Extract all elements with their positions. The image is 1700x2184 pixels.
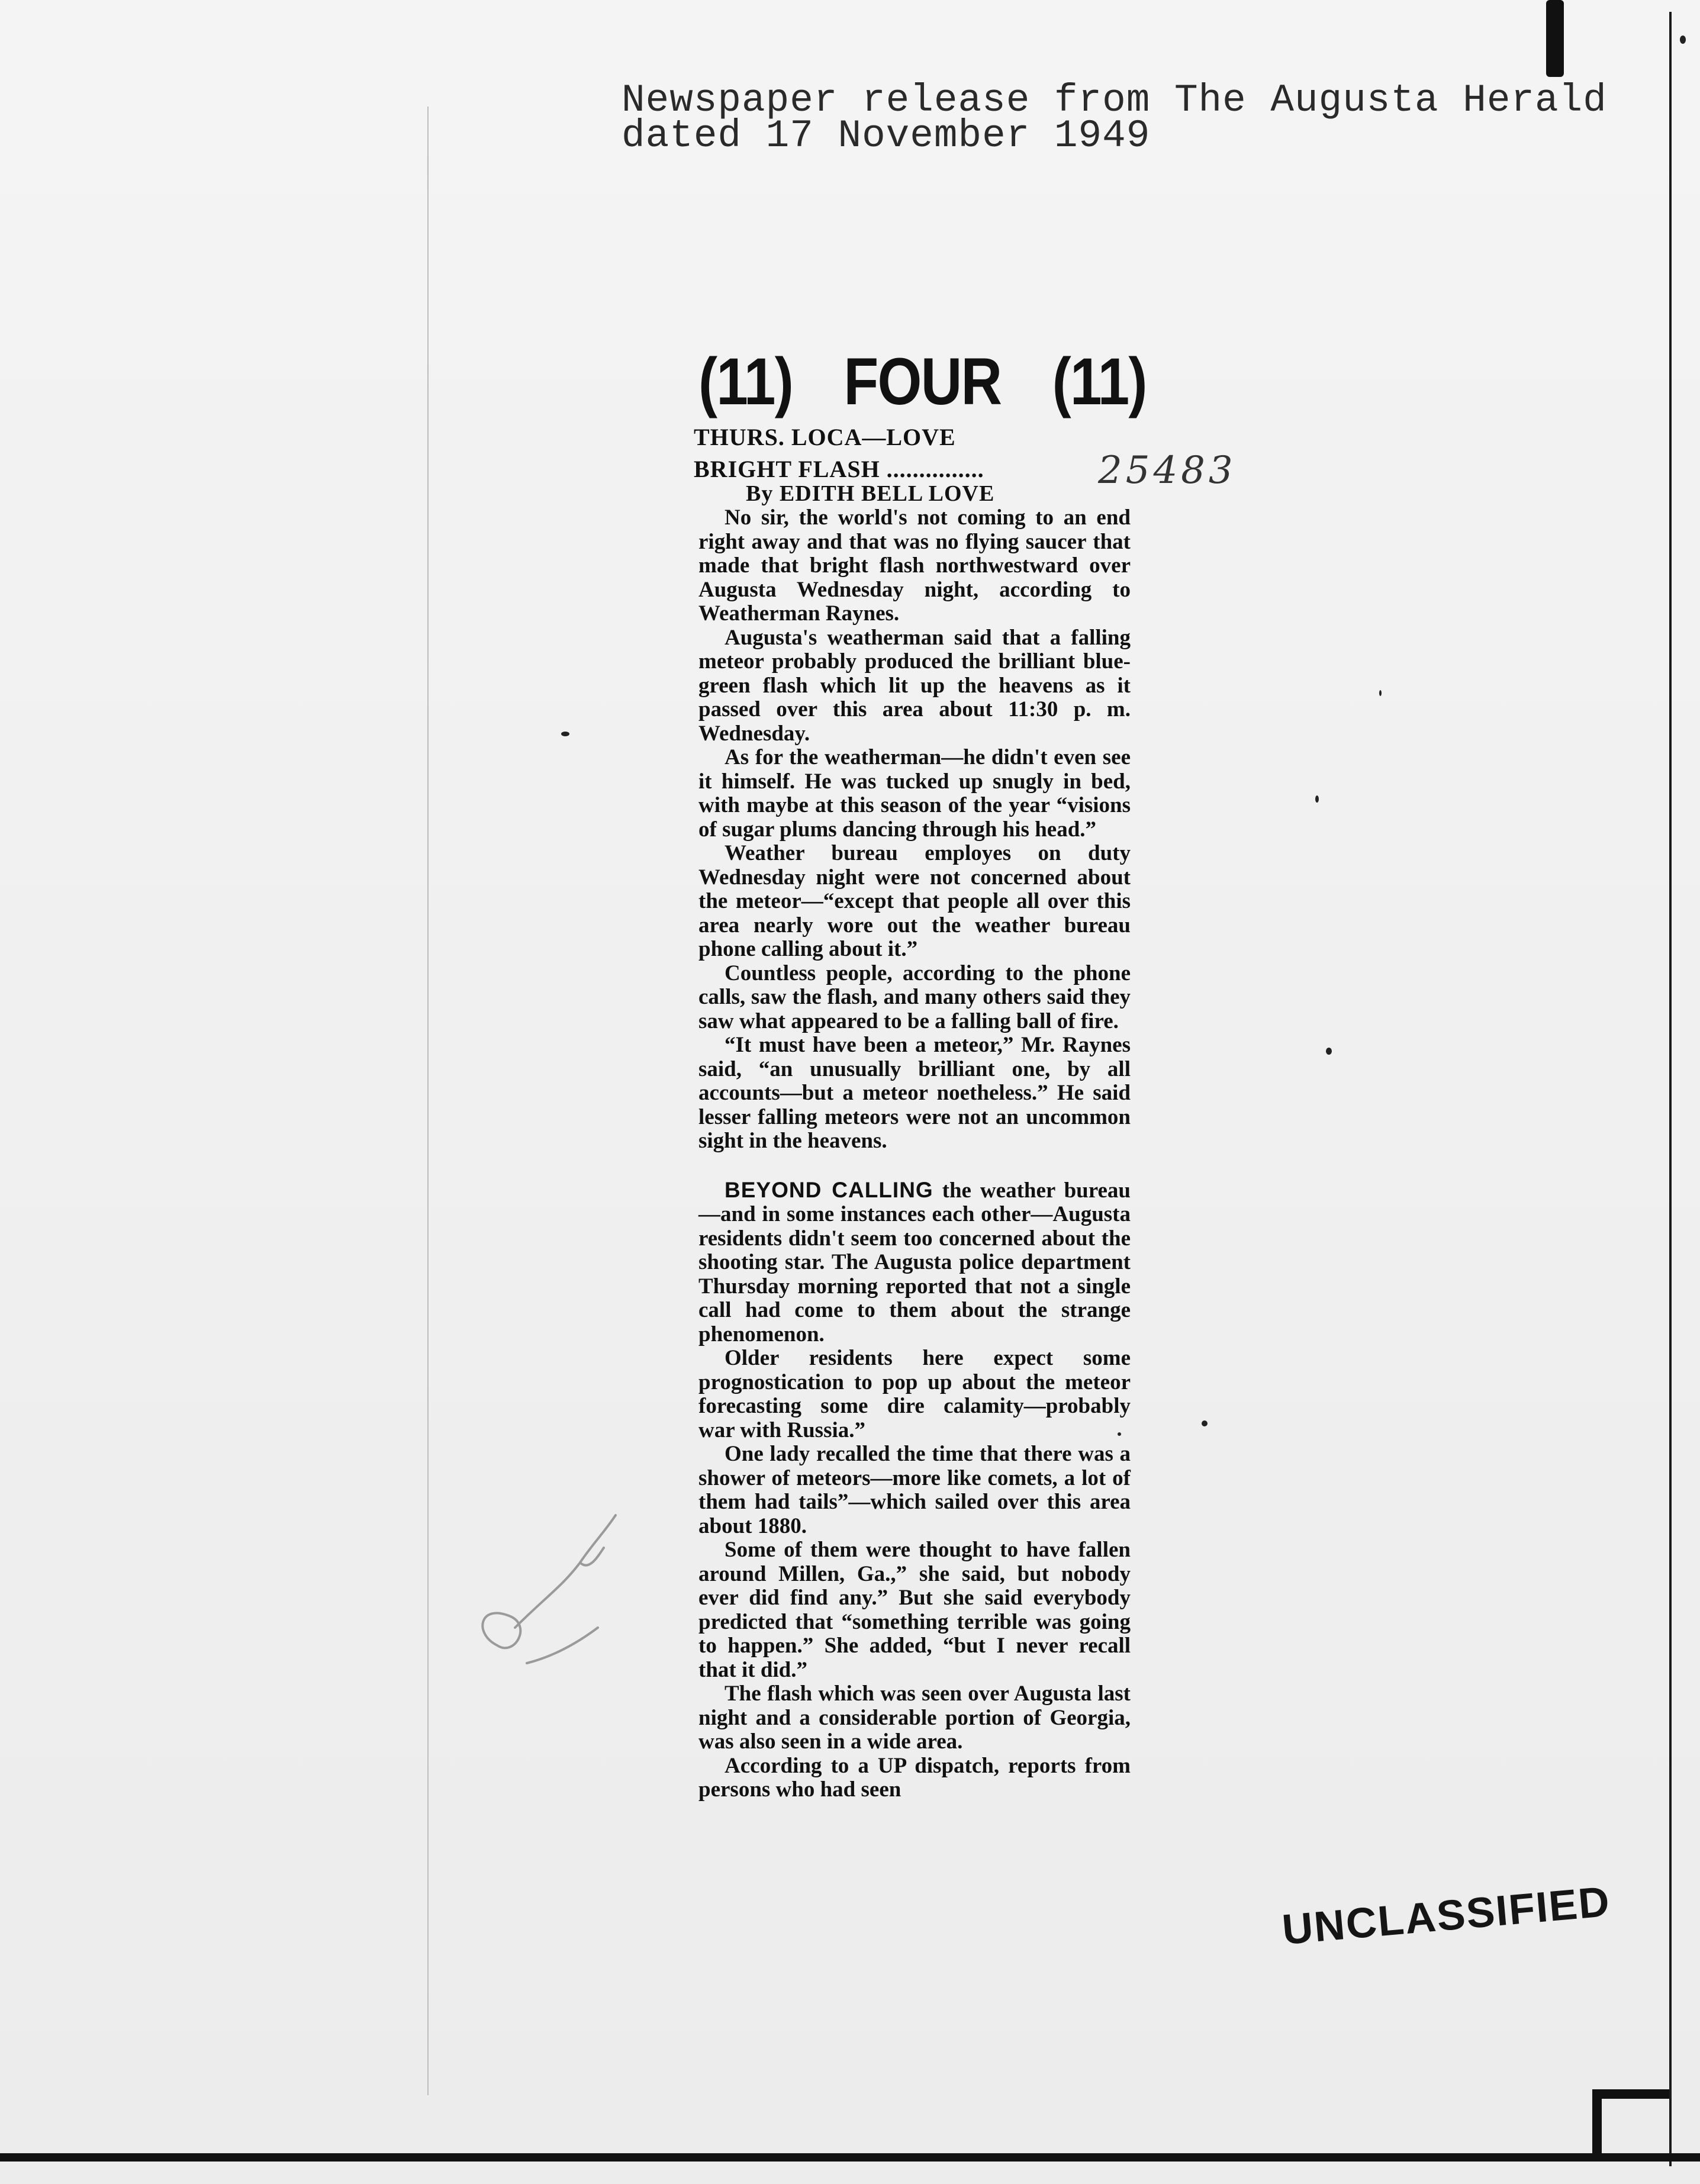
article-paragraph: Countless people, according to the phone calls, saw the flash, and many others said they saw what appeared to be a falling ball of fire.	[698, 961, 1131, 1033]
top-corner-mark	[1546, 0, 1564, 77]
speck	[561, 732, 569, 736]
article-paragraph: As for the weatherman—he didn't even see it himself. He was tucked up snugly in bed, with maybe at this season of the year “visions of sugar plums dancing through his head.”	[698, 745, 1131, 842]
speck	[1379, 690, 1382, 696]
slug-line-1: THURS. LOCA—LOVE	[694, 424, 956, 450]
article-paragraph: Some of them were thought to have fallen around Millen, Ga.,” she said, but nobody ever did find any.” But she said everybody predicted that “something terrible was going to happen.” She added, “but I never recall that it did.”	[698, 1538, 1131, 1682]
section-lead-paragraph	[698, 1178, 1131, 1347]
page-heading	[698, 346, 1147, 417]
article-paragraph: No sir, the world's not coming to an end right away and that was no flying saucer that made that bright flash northwestward over Augusta Wednesday night, according to Weatherman Raynes.	[698, 505, 1131, 626]
right-margin-line	[1669, 12, 1672, 2166]
speck	[1680, 36, 1686, 44]
unclassified-stamp: UNCLASSIFIED	[1280, 1877, 1612, 1954]
article-paragraph: The flash which was seen over Augusta last night and a considerable portion of Georgia, was also seen in a wide area.	[698, 1682, 1131, 1754]
article-body	[698, 506, 1131, 1802]
bottom-corner-bracket	[1592, 2089, 1669, 2154]
bottom-border	[0, 2153, 1700, 2162]
page-number-left: (11)	[698, 344, 793, 418]
article-paragraph: Weather bureau employes on duty Wednesday night were not concerned about the meteor—“except that people all over this area nearly wore out the weather bureau phone calling about it.”	[698, 841, 1131, 961]
speck	[1315, 795, 1319, 803]
article-paragraph: Augusta's weatherman said that a falling meteor probably produced the brilliant blue-green flash which lit up the heavens as it passed over this area about 11:30 p. m. Wednesday.	[698, 625, 1131, 746]
speck	[1118, 1432, 1121, 1436]
article-paragraph: One lady recalled the time that there was a shower of meteors—more like comets, a lot of them had tails”—which sailed over this area about 1880.	[698, 1442, 1131, 1538]
header-line-2: dated 17 November 1949	[622, 114, 1151, 158]
speck	[1326, 1048, 1332, 1055]
page-number-right: (11)	[1052, 344, 1147, 418]
byline: By EDITH BELL LOVE	[746, 481, 995, 506]
handwritten-signature	[462, 1468, 651, 1681]
typed-header	[622, 78, 1607, 158]
handwritten-file-number: 25483	[1098, 449, 1237, 492]
speck	[1202, 1420, 1208, 1426]
section-lead-text: the weather bureau—and in some instances each other—Augusta residents didn't seem too concerned about the shooting star. The Augusta police department Thursday morning reported that not a single call had come to them about the strange phenomenon.	[698, 1178, 1131, 1347]
slug-line-2: BRIGHT FLASH ...............	[694, 456, 984, 482]
section-lead-caps: BEYOND CALLING	[725, 1177, 933, 1202]
newspaper-clipping	[693, 346, 1166, 1802]
header-line-1: Newspaper release from The Augusta Herald	[622, 78, 1607, 123]
article-paragraph: “It must have been a meteor,” Mr. Raynes said, “an unusually brilliant one, by all accounts—but a meteor noetheless.” He said lesser falling meteors were not an uncommon sight in the heavens.	[698, 1033, 1131, 1153]
left-margin-line	[427, 107, 429, 2095]
page-word: FOUR	[843, 344, 1002, 418]
article-paragraph: Older residents here expect some prognostication to pop up about the meteor forecasting some dire calamity—probably war with Russia.”	[698, 1346, 1131, 1442]
article-paragraph: According to a UP dispatch, reports from persons who had seen	[698, 1753, 1131, 1802]
